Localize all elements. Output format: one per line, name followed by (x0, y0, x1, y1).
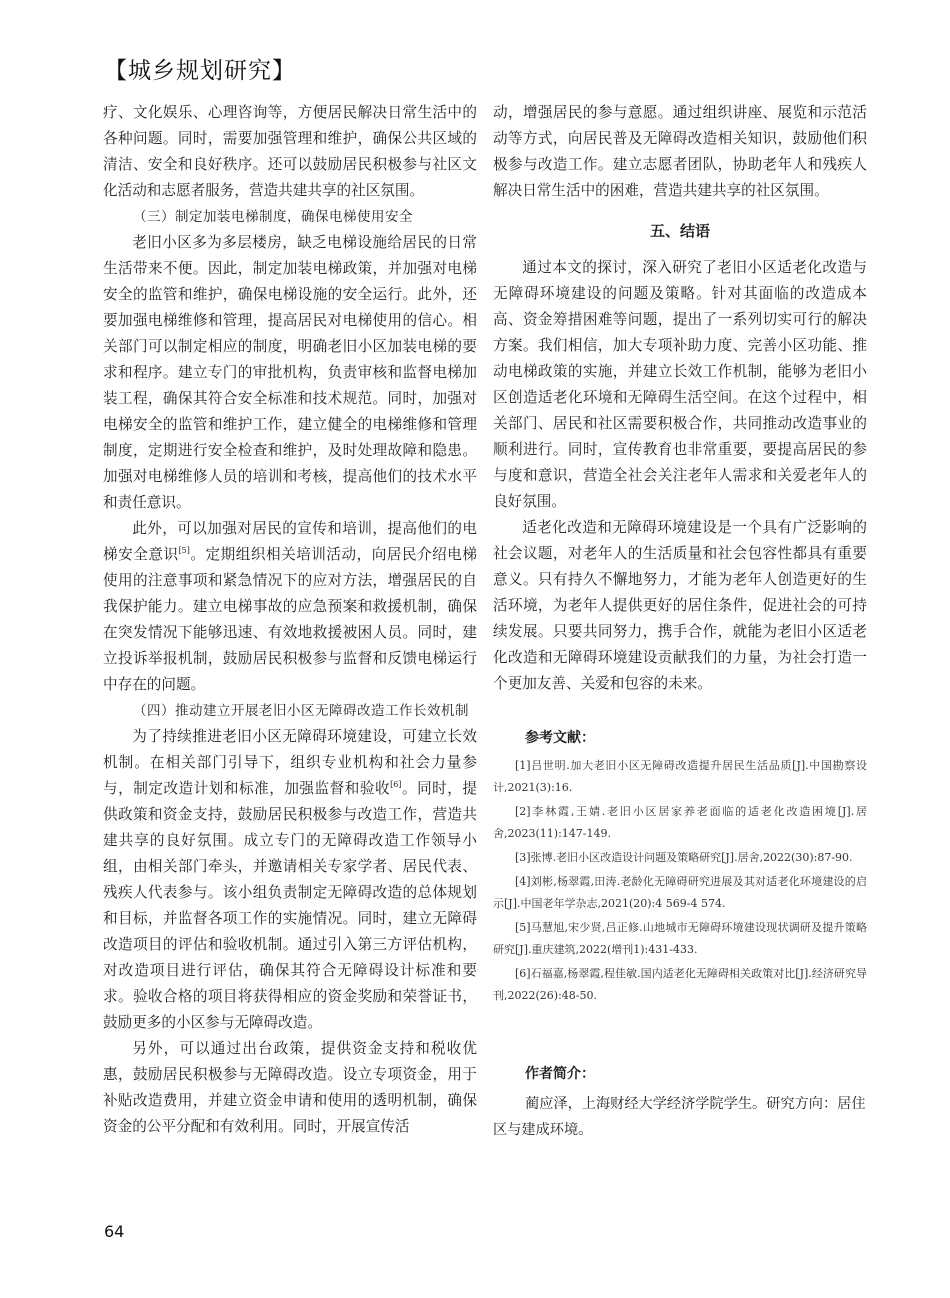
paragraph-text: 此外，可以加强对居民的宣传和培训，提高他们的电梯安全意识 (103, 520, 477, 563)
author-bio: 蔺应泽，上海财经大学经济学院学生。研究方向：居住区与建成环境。 (493, 1096, 866, 1138)
paragraph: 疗、文化娱乐、心理咨询等，方便居民解决日常生活中的各种问题。同时，需要加强管理和维护，确保公共区域的清洁、安全和良好秩序。还可以鼓励居民积极参与社区文化活动和志愿者服务，营造共建共享的社区氛围。 (103, 104, 477, 199)
reference-item: [4]刘彬,杨翠霞,田涛.老龄化无障碍研究进展及其对适老化环境建设的启示[J].中国老年学杂志,2021(20):4 569-4 574. (493, 875, 867, 910)
journal-section-header: 【城乡规划研究】 (104, 58, 296, 84)
reference-item: [5]马慧旭,宋少贤,吕正修.山地城市无障碍环境建设现状调研及提升策略研究[J].重庆建筑,2022(增刊1):431-433. (493, 921, 867, 956)
paragraph: 另外，可以通过出台政策，提供资金支持和税收优惠，鼓励居民积极参与无障碍改造。设立专项资金，用于补贴改造费用，并建立资金申请和使用的透明机制，确保资金的公平分配和有效利用。同时，开展宣传活 (103, 1040, 477, 1135)
paragraph (103, 516, 477, 698)
paragraph: 通过本文的探讨，深入研究了老旧小区适老化改造与无障碍环境建设的问题及策略。针对其面临的改造成本高、资金筹措困难等问题，提出了一系列切实可行的解决方案。我们相信，加大专项补助力度、完善小区功能、推动电梯政策的实施，并建立长效工作机制，能够为老旧小区创造适老化环境和无障碍生活空间。在这个过程中，相关部门、居民和社区需要积极合作，共同推动改造事业的顺利进行。同时，宣传教育也非常重要，要提高居民的参与度和意识，营造全社会关注老年人需求和关爱老年人的良好氛围。 (493, 259, 867, 510)
page-number: 64 (104, 1222, 125, 1241)
citation-5: [5] (178, 546, 190, 556)
author-bio-title: 作者简介： (525, 1066, 595, 1082)
reference-item: [6]石福嘉,杨翠霞,程佳敏.国内适老化无障碍相关政策对比[J].经济研究导刊,2022(26):48-50. (493, 967, 867, 1002)
paragraph (103, 724, 477, 1036)
right-column (493, 100, 867, 1143)
reference-item: [2]李林霞,王婧.老旧小区居家养老面临的适老化改造困境[J].居舍,2023(11):147-149. (493, 805, 867, 840)
references-title: 参考文献： (525, 730, 595, 746)
left-column (103, 100, 477, 1140)
citation-6: [6] (390, 780, 402, 790)
section-title-conclusion: 五、结语 (649, 222, 710, 240)
subheading-4: （四）推动建立开展老旧小区无障碍改造工作长效机制 (133, 703, 469, 719)
paragraph: 适老化改造和无障碍环境建设是一个具有广泛影响的社会议题，对老年人的生活质量和社会包容性都具有重要意义。只有持久不懈地努力，才能为老年人创造更好的生活环境，为老年人提供更好的居住条件，促进社会的可持续发展。只要共同努力，携手合作，就能为老旧小区适老化改造和无障碍环境建设贡献我们的力量，为社会打造一个更加友善、关爱和包容的未来。 (493, 519, 867, 692)
paragraph: 动，增强居民的参与意愿。通过组织讲座、展览和示范活动等方式，向居民普及无障碍改造相关知识，鼓励他们积极参与改造工作。建立志愿者团队，协助老年人和残疾人解决日常生活中的困难，营造共建共享的社区氛围。 (493, 104, 867, 199)
subheading-3: （三）制定加装电梯制度，确保电梯使用安全 (133, 209, 413, 225)
reference-item: [3]张博.老旧小区改造设计问题及策略研究[J].居舍,2022(30):87-90. (515, 851, 853, 864)
paragraph: 老旧小区多为多层楼房，缺乏电梯设施给居民的日常生活带来不便。因此，制定加装电梯政策，并加强对电梯安全的监管和维护，确保电梯设施的安全运行。此外，还要加强电梯维修和管理，提高居民对电梯使用的信心。相关部门可以制定相应的制度，明确老旧小区加装电梯的要求和程序。建立专门的审批机构，负责审核和监督电梯加装工程，确保其符合安全标准和技术规范。同时，加强对电梯安全的监管和维护工作，建立健全的电梯维修和管理制度，定期进行安全检查和维护，及时处理故障和隐患。加强对电梯维修人员的培训和考核，提高他们的技术水平和责任意识。 (103, 234, 477, 511)
paragraph-text: 为了持续推进老旧小区无障碍环境建设，可建立长效机制。在相关部门引导下，组织专业机构和社会力量参与，制定改造计划和标准，加强监督和验收 (103, 728, 477, 797)
paragraph-text: 。定期组织相关培训活动，向居民介绍电梯使用的注意事项和紧急情况下的应对方法，增强居民的自我保护能力。建立电梯事故的应急预案和救援机制，确保在突发情况下能够迅速、有效地救援被困人员。同时，建立投诉举报机制，鼓励居民积极参与监督和反馈电梯运行中存在的问题。 (103, 546, 477, 693)
reference-item: [1]吕世明.加大老旧小区无障碍改造提升居民生活品质[J].中国勘察设计,2021(3):16. (493, 759, 867, 794)
paragraph-text: 。同时，提供政策和资金支持，鼓励居民积极参与改造工作，营造共建共享的良好氛围。成立专门的无障碍改造工作领导小组，由相关部门牵头，并邀请相关专家学者、居民代表、残疾人代表参与。该小组负责制定无障碍改造的总体规划和目标，并监督各项工作的实施情况。同时，建立无障碍改造项目的评估和验收机制。通过引入第三方评估机构，对改造项目进行评估，确保其符合无障碍设计标准和要求。验收合格的项目将获得相应的资金奖励和荣誉证书，鼓励更多的小区参与无障碍改造。 (103, 780, 477, 1031)
